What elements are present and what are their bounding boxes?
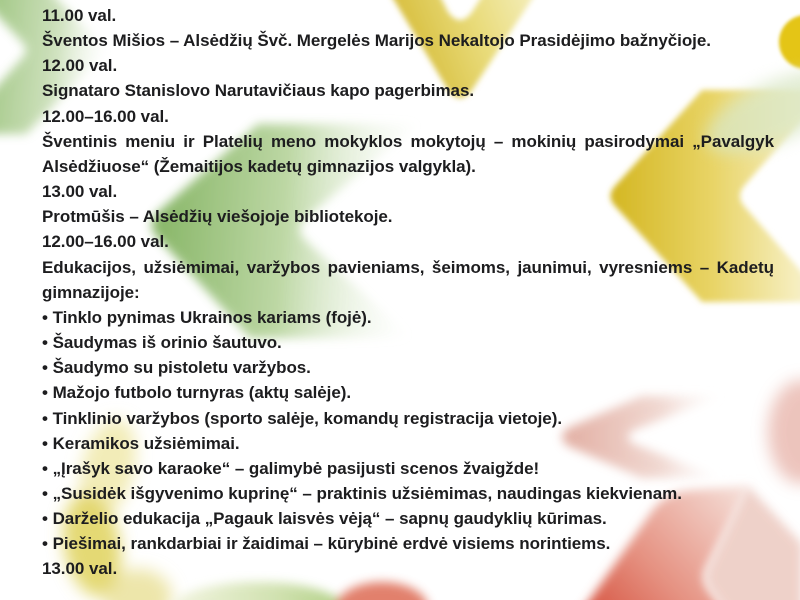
activity-item: • Mažojo futbolo turnyras (aktų salėje). (42, 383, 352, 403)
activity-item: • Tinklinio varžybos (sporto salėje, komandų registracija vietoje). (42, 408, 562, 428)
schedule-description: Edukacijos, užsiėmimai, varžybos pavieniams, šeimoms, jaunimui, vyresniems – Kadetų gimnazijoje: (42, 257, 774, 302)
schedule-description: Signataro Stanislovo Narutavičiaus kapo pagerbimas. (42, 81, 475, 101)
activity-item: • Tinklo pynimas Ukrainos kariams (fojė). (42, 307, 372, 327)
schedule-time: 13.00 val. (42, 559, 118, 579)
schedule-entry (42, 179, 774, 229)
schedule-description: Šventinis meniu ir Platelių meno mokyklos mokytojų – mokinių pasirodymai „Pavalgyk Alsėdžiuose“ (Žemaitijos kadetų gimnazijos valgykla). (42, 131, 774, 176)
schedule-description: Šventos Mišios – Alsėdžių Švč. Mergelės Marijos Nekaltojo Prasidėjimo bažnyčioje. (42, 31, 711, 51)
schedule-time: 13.00 val. (42, 182, 118, 202)
schedule-time: 12.00 val. (42, 56, 118, 76)
schedule-entry (42, 53, 774, 103)
activity-item: • Piešimai, rankdarbiai ir žaidimai – kūrybinė erdvė visiems norintiems. (42, 534, 611, 554)
schedule-time: 12.00–16.00 val. (42, 106, 169, 126)
activity-item: • Darželio edukacija „Pagauk laisvės vėją“ – sapnų gaudyklių kūrimas. (42, 509, 607, 529)
schedule-entry (42, 3, 774, 53)
schedule-entry (42, 104, 774, 179)
schedule-entry (42, 556, 774, 581)
activity-item: • „Susidėk išgyvenimo kuprinę“ – praktinis užsiėmimas, naudingas kiekvienam. (42, 483, 682, 503)
schedule-time: 11.00 val. (42, 6, 117, 25)
schedule-time: 12.00–16.00 val. (42, 232, 169, 252)
activity-item: • Keramikos užsiėmimai. (42, 433, 240, 453)
activity-item: • „Įrašyk savo karaoke“ – galimybė pasijusti scenos žvaigžde! (42, 458, 540, 478)
schedule-description: Protmūšis – Alsėdžių viešojoje bibliotekoje. (42, 207, 393, 227)
activity-item: • Šaudymas iš orinio šautuvo. (42, 333, 282, 353)
activity-item: • Šaudymo su pistoletu varžybos. (42, 358, 311, 378)
schedule-entry (42, 229, 774, 556)
